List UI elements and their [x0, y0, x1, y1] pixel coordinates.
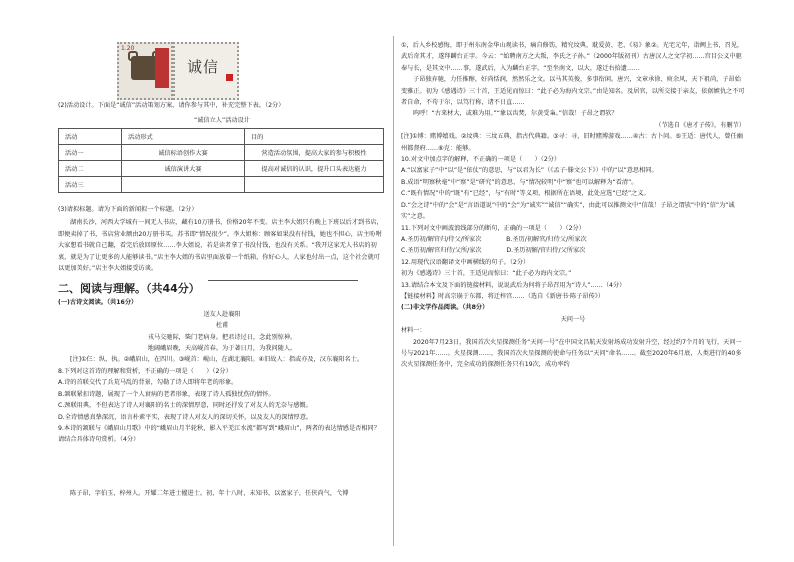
table-cell: 活动二: [59, 161, 122, 177]
answer-space[interactable]: [58, 446, 386, 488]
question-13: 13.请结合本文及下面的链接材料，说说武后为何将子昂召用为“诗人”……（4分）: [401, 281, 626, 289]
question-12: 12.用现代汉语翻译文中画横线的句子。（2分）: [401, 258, 530, 266]
bio-paragraph: ①，后入乡校感悔，即于州东南金华山观读书，痛自修饬，精究坟典，耽爱黄、老、《易》象②。光宅元年，诣阙上书，召见，武后奇其才，遂拜麟台正字。今云：“始聘南方之大叛，李氏之子孙。”（2000年版初刊）古唐汉人之文学初……宫目公义中驱奉与长，是其文中……事，遂武后，入为麟台正字。“至坐南文，以大，遂迁右拾遗……: [401, 42, 744, 72]
article-title: 天问一号: [560, 315, 586, 323]
option: B.成语“明察秋毫”中“察”是“研究”的意思，与“情况较明”中“察”也可以解释为“看清”。: [401, 178, 638, 186]
option: B.颔联紧扣诗题，展现了一个人衰病的老者形象，表现了诗人孤独忧伤的情怀。: [58, 390, 275, 398]
option: A.诗的首联交代了兵荒马乱的背景，勾勒了诗人即将年老的形象。: [58, 379, 238, 387]
option-row: [401, 234, 745, 245]
poem-title: 送友人赴襄阳: [203, 310, 241, 318]
news-paragraph: 湖南长沙，河西大学城有一间无人书店，藏有10万册书，价格20年不变。店主李大姐只有晚上下班以后才到书店，即便卖掉了书，书店营业额由20万册书买。苏书即“情况很少”。李大姐称：顾客如果没有付钱，她也不担心，店主吩咐大家想看书就自己翻，看完后放回原位……李大姐说，若是读者拿了书没付钱，也没有关系。“我开这家无人书店的初衷，就是为了让更多的人能够读书。”店主李大姐的书店里面放着一个纸箱，你好心人，人家也付出一点，这个社会就可以更加美好。”店主李大姐接受访谈。: [58, 219, 383, 273]
poem-line: 地阔峨眉晚，天高岘首春。为于著日月，为我问随人。: [147, 345, 297, 353]
link-material: 【链接材料】时高宗崩于东都，将迁梓宫……（选自《新唐书·陈子昂传》）: [401, 292, 605, 300]
answer-line[interactable]: [208, 274, 358, 281]
bio-paragraph: 陈子昂，字伯玉，梓州人。开耀二年进士擢进士。初，年十八时，未知书，以富家子，任侠尚气，弋博: [70, 489, 349, 497]
table-header-cell: 活动: [59, 129, 122, 145]
table-cell: 提高对诚信的认识，提升口头表达能力: [245, 161, 384, 177]
question-9: 9.本诗的颔联与《峨眉山月歌》中的“峨眉山月半轮秋，影入平羌江水流”都写到“峨眉山”，两者的表达情感是否相同？请结合具体诗句赏析。（4分）: [58, 424, 380, 444]
article-paragraph: 2020年7月23日，我国首次火星探测任务“天问一号”在中国文昌航天发射场成功发射升空，经过约7个月的飞行，天问一号与2021年……。火星探测……，我国首次火星探测的使命与任务以“天问”命名……。截至2020年6月底，人类进行的40多次火星探测任务中，完全成功的探测任务只有19次，成功率约: [401, 338, 742, 369]
option: B.圣历/初解官/归侍父/所家次: [506, 235, 587, 243]
bio-paragraph: 子昂独弃驰，力任推醇，好尚恬润，然然乐之文。以马其英俊，多事衔闲。唐兴，文章承徐、庾余风，天下祖尚，子昂始变雅正。初为《感遇诗》三十首，王适见而惊曰：“此子必为海内文宗。”由是知名。及居官，以所交接于亲友，依倨嫉仇之不可者自命，不苟于尔，以笃行称，诸不日直……: [401, 76, 745, 107]
red-seal-icon: [155, 48, 169, 88]
left-column-lower: [58, 204, 386, 499]
calligraphy-stamp: [173, 42, 239, 100]
table-cell: 活动三: [59, 177, 122, 193]
option: D.全诗情感真挚深沉，语言朴素平实，表现了诗人对友人的深切关怀，以及友人的深情厚意。: [58, 413, 313, 421]
table-row: [59, 161, 384, 177]
source-citation: （节选自《唐才子传》，有删节）: [655, 121, 745, 129]
option: A.“以富家子”中“以”是“依仗”的意思，与“以君为长”（《孟子·滕文公下》）中的“以”意思相同。: [401, 167, 658, 175]
question-11: 11.下列对文中画波浪线部分的断句，正确的一项是（ ）（2分）: [401, 224, 585, 232]
table-cell: 营造活动氛围，提高大家的参与积极性: [245, 145, 384, 161]
poem-note: [注]①仨：纵，执。②峨眉山，在四川。③岘首：岘山，在湖北襄阳。④旧故人：指或亦及，汉东襄阳名士。: [70, 356, 364, 364]
table-cell: 活动一: [59, 145, 122, 161]
option-row: [401, 245, 745, 256]
question-8: 8.下列对这首诗的理解和赏析，不正确的一项是（ ）（2分）: [58, 367, 232, 375]
material-label: 材料一：: [401, 327, 426, 335]
option: D.“会之诗”中的“会”是“言语道说”中的“会”为“诚实”“诚信”“确实”，由此可以推测文中“信哉！子昂之谓欤”中的“信”为“诚实”之意。: [401, 201, 735, 221]
poem-author: 杜甫: [215, 322, 229, 330]
option: A.圣历初/解官归/侍父/所家次: [401, 235, 482, 243]
option: C.“既有情况”中的“既”有“已经”，与“有时”等义项，根据所在语境，此处应选“已经”之义。: [401, 190, 650, 198]
left-column: [58, 100, 386, 127]
table-row: [59, 177, 384, 193]
option: C.颈联用典，不但表达了诗人对襄阳的名士的深情厚意，同时还抒发了对友人的无奈与感慨。: [58, 402, 312, 410]
table-row: [59, 145, 384, 161]
sigh-paragraph: 呜呼！“古来材大，或难为用。”“象以齿焚，尔黄受枭。”信哉！子昂之谓欤？: [413, 110, 618, 118]
subsection-title: (一)古诗文阅读。（共16分）: [58, 299, 138, 307]
red-seal-mark: [226, 74, 233, 81]
subsection-title: (二)非文学作品阅读。（共8分）: [401, 304, 489, 312]
stamp-price: 1.20: [121, 45, 135, 52]
right-column: [401, 40, 745, 371]
calligraphy-text: 诚信: [187, 58, 220, 76]
column-divider: [393, 36, 394, 546]
bronze-ding-stamp: [117, 42, 173, 100]
question-3: (3)请拟标题。请为下面的新闻拟一个标题。（2分）: [58, 206, 198, 213]
option: C.圣历初/解官归侍/父所/家次: [401, 247, 482, 255]
stamp-image: [117, 40, 247, 98]
activity-table: [58, 128, 384, 193]
text-note: [注]①博：赌博嬉戏。②坟典：三坟五典，指古代典籍。③寻：寻，旧时赌博游戏……④古：古卜问。⑤王适：唐代人，曾任幽州都督府……⑥克：能够。: [401, 133, 743, 152]
table-header-cell: 目的: [245, 129, 384, 145]
table-cell[interactable]: [122, 177, 245, 193]
table-cell[interactable]: [245, 177, 384, 193]
question-10: 10.对文中加点字的解释，不正确的一项是（ ）（2分）: [401, 156, 561, 164]
section-title: 二、阅读与理解。（共44分）: [58, 282, 200, 296]
table-header-cell: 活动形式: [122, 129, 245, 145]
table-cell: 诚信标语创作大赛: [122, 145, 245, 161]
poem-line: 戎马交驰际，柴门老病身。把君诗过日，念此别惊神。: [147, 333, 297, 341]
table-header-row: [59, 129, 384, 145]
question-2: (2)活动设计。下面是“诚信”活动策划方案，请你参与其中，补充完整下表。（2分）: [58, 102, 285, 109]
option: D.圣历初解/官归侍/父所家次: [506, 247, 586, 255]
table-title: “诚信立人”活动设计: [194, 117, 250, 125]
translate-sentence: 初为《感遇诗》三十首，王适见而惊曰：“此子必为海内文宗。”: [401, 270, 572, 278]
table-cell: 诚信演讲大赛: [122, 161, 245, 177]
